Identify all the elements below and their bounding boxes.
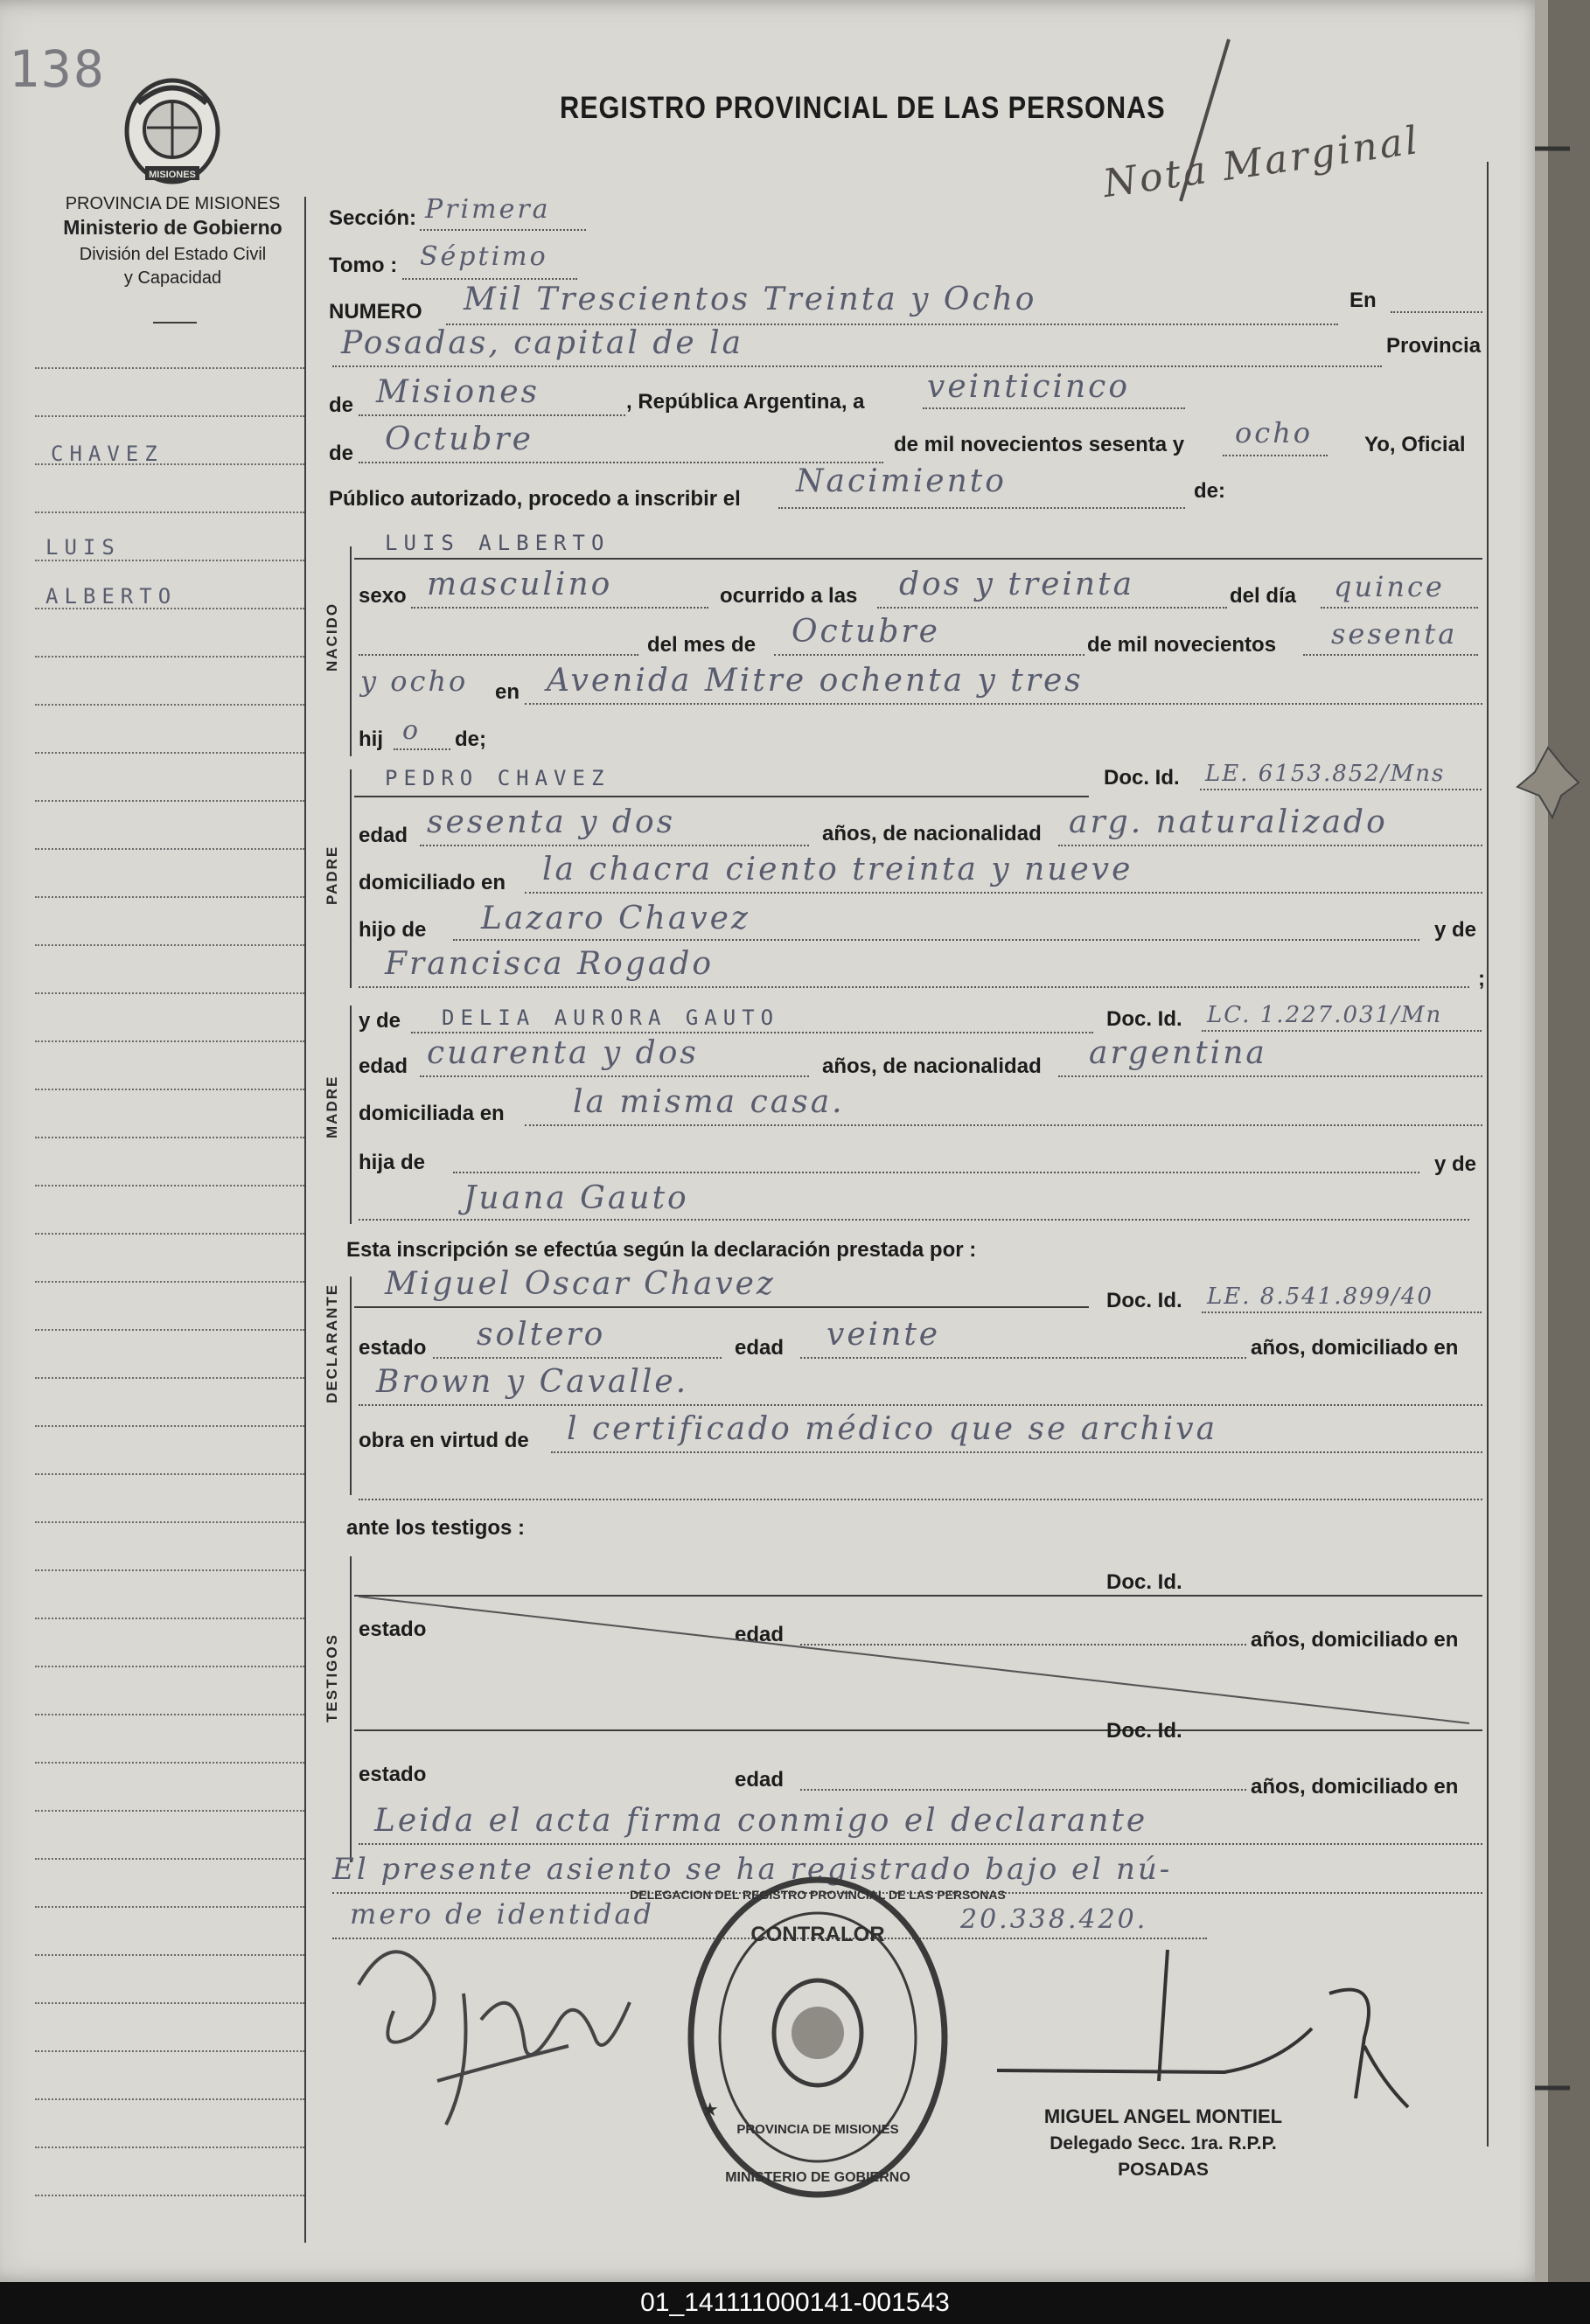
- value-madre-dom: la misma casa.: [573, 1084, 845, 1120]
- declarante-estado-line: [433, 1357, 722, 1359]
- declarante-edad-line: [800, 1357, 1246, 1359]
- label-en-lugar: en: [495, 680, 520, 704]
- main-vertical-rule: [304, 197, 306, 2243]
- value-madre-nac: argentina: [1089, 1035, 1267, 1071]
- label-de-sc: de;: [455, 727, 486, 751]
- dia-nac-line: [1321, 607, 1478, 609]
- label-de-mil: de mil novecientos sesenta y: [894, 433, 1185, 456]
- label-hij: hij: [359, 727, 383, 751]
- label-obra: obra en virtud de: [359, 1429, 529, 1452]
- margin-note-top-right: Nota Marginal: [1100, 117, 1423, 207]
- image-id-footer: 01_141111000141-001543: [0, 2282, 1590, 2324]
- stamp-province-text: PROVINCIA DE MISIONES: [736, 2122, 899, 2137]
- label-padre-edad: edad: [359, 824, 408, 847]
- label-del-dia: del día: [1230, 584, 1297, 608]
- testigos-bracket: [350, 1556, 352, 1862]
- ciudad-line: [332, 365, 1382, 367]
- label-de-mil-nov: de mil novecientos: [1087, 633, 1277, 657]
- label-testigo1-edad: edad: [735, 1623, 785, 1646]
- seal-text: MISIONES: [149, 170, 196, 180]
- padre-dom-line: [525, 892, 1482, 894]
- label-padre: PADRE: [324, 845, 340, 905]
- label-en: En: [1349, 289, 1377, 312]
- provincia-line: [359, 414, 625, 416]
- value-sexo: masculino: [427, 567, 613, 602]
- declarante-line: [354, 1306, 1089, 1308]
- official-title: Delegado Secc. 1ra. R.P.P.: [1050, 2133, 1277, 2154]
- label-padre-doc: Doc. Id.: [1104, 766, 1180, 790]
- binding-edge: [1535, 0, 1548, 2282]
- note-line-1: Leida el acta firma conmigo el declarante: [374, 1803, 1148, 1839]
- binding-clip-top: [1535, 140, 1570, 157]
- tomo-line: [402, 278, 577, 280]
- pre-mes-line: [359, 654, 638, 656]
- value-mes: Octubre: [385, 421, 533, 457]
- label-padre-dom: domiciliado en: [359, 871, 506, 894]
- acto-line: [778, 507, 1185, 509]
- declarante-doc-line: [1202, 1312, 1482, 1313]
- label-hijo-de: hijo de: [359, 918, 427, 942]
- value-hora: dos y treinta: [899, 567, 1135, 602]
- issuer-division: División del Estado Civil: [79, 245, 267, 264]
- margin-name-1: LUIS: [45, 535, 121, 560]
- label-testigo1-anos-dom: años, domiciliado en: [1251, 1628, 1459, 1652]
- issuer-block: [26, 194, 319, 289]
- testigo1-strike: [359, 1597, 1478, 1728]
- seccion-line: [420, 229, 586, 231]
- value-mes-nac: Octubre: [792, 614, 940, 650]
- note-number: 20.338.420.: [960, 1904, 1148, 1935]
- padre-doc-line: [1200, 789, 1482, 790]
- label-nacido: NACIDO: [324, 602, 340, 671]
- label-padre-y-de: y de: [1434, 918, 1477, 942]
- note-line-3: mero de identidad: [350, 1897, 655, 1931]
- label-yo-oficial: Yo, Oficial: [1364, 433, 1466, 456]
- issuer-underline: [153, 322, 197, 324]
- declarante-bracket: [350, 1277, 352, 1495]
- stamp-star: ★: [701, 2099, 719, 2121]
- declarante-dom-line: [359, 1404, 1482, 1406]
- stamp-center-text: CONTRALOR: [750, 1923, 885, 1946]
- testigo2-edad-line: [800, 1789, 1246, 1791]
- margin-surname: CHAVEZ: [51, 442, 164, 466]
- padre-bracket: [350, 769, 352, 988]
- madre-dom-line: [525, 1124, 1482, 1126]
- mes-nac-line: [774, 654, 1084, 656]
- value-hij-suffix: o: [402, 715, 422, 746]
- issuer-province: PROVINCIA DE MISIONES: [65, 194, 281, 213]
- madre-nac-line: [1058, 1075, 1482, 1077]
- page-number: 138: [9, 39, 106, 99]
- label-declarante-edad: edad: [735, 1336, 785, 1360]
- padre-nac-line: [1058, 845, 1482, 846]
- value-declarante-estado: soltero: [477, 1317, 606, 1353]
- value-declarante-edad: veinte: [826, 1317, 941, 1353]
- padre-edad-line: [420, 845, 809, 846]
- abuelo-mat-line: [453, 1172, 1419, 1173]
- ano-line: [1223, 455, 1328, 456]
- label-testigo1-doc: Doc. Id.: [1106, 1570, 1182, 1594]
- abuelo-pat-line: [453, 939, 1419, 941]
- value-seccion: Primera: [425, 194, 551, 225]
- label-testigos-v: [324, 1687, 341, 1722]
- label-de-mes: de: [329, 442, 354, 465]
- label-seccion: Sección:: [329, 206, 417, 230]
- issuer-ministry: Ministerio de Gobierno: [63, 216, 282, 239]
- label-madre-y-de: y de: [359, 1009, 401, 1033]
- abuela-mat-line: [359, 1219, 1469, 1221]
- value-abuela-mat: Juana Gauto: [464, 1180, 689, 1216]
- label-madre-dom: domiciliada en: [359, 1102, 505, 1125]
- value-acto: Nacimiento: [796, 463, 1007, 499]
- document-title: REGISTRO PROVINCIAL DE LAS PERSONAS: [560, 91, 1166, 125]
- hij-line: [394, 748, 450, 750]
- right-vertical-rule: [1487, 162, 1489, 2147]
- padre-nombre-line: [354, 796, 1089, 797]
- value-numero: Mil Trescientos Treinta y Ocho: [464, 282, 1037, 317]
- value-madre-doc: LC. 1.227.031/Mn: [1207, 1002, 1443, 1028]
- obra-line: [551, 1451, 1482, 1453]
- nombre-line: [354, 558, 1482, 560]
- value-nombre: LUIS ALBERTO: [385, 531, 610, 555]
- value-dia: veinticinco: [927, 369, 1131, 405]
- value-dia-nac: quince: [1334, 570, 1445, 603]
- value-declarante: Miguel Oscar Chavez: [385, 1266, 776, 1302]
- en-line: [1391, 311, 1482, 313]
- value-tomo: Séptimo: [420, 241, 548, 272]
- label-declarante-anos-dom: años, domiciliado en: [1251, 1336, 1459, 1360]
- madre-edad-line: [420, 1075, 809, 1077]
- margin-check-mark: [1163, 35, 1233, 210]
- label-de-colon: de:: [1194, 479, 1225, 503]
- value-provincia: Misiones: [376, 374, 540, 410]
- label-declarante-estado: estado: [359, 1336, 427, 1360]
- obra-line-2: [359, 1499, 1482, 1500]
- label-testigo2-edad: edad: [735, 1768, 785, 1792]
- dia-line: [923, 407, 1185, 409]
- value-ano-nac-2: y ocho: [360, 664, 469, 698]
- label-declarante: [324, 1368, 341, 1403]
- official-name: MIGUEL ANGEL MONTIEL: [1043, 2105, 1283, 2127]
- label-tomo: Tomo :: [329, 254, 398, 277]
- label-hija-de: hija de: [359, 1151, 426, 1174]
- label-provincia: Provincia: [1386, 334, 1482, 358]
- label-testigo2-estado: estado: [359, 1763, 427, 1786]
- label-testigo2-doc: Doc. Id.: [1106, 1719, 1182, 1743]
- binding-clip-bottom: [1535, 2079, 1570, 2097]
- hora-line: [877, 607, 1227, 609]
- value-padre-edad: sesenta y dos: [427, 804, 676, 840]
- label-madre-y-de-2: y de: [1434, 1152, 1477, 1176]
- lugar-line: [525, 703, 1482, 705]
- issuer-division-2: y Capacidad: [123, 268, 222, 288]
- label-declarante-doc: Doc. Id.: [1106, 1289, 1182, 1312]
- madre-nombre-line: [411, 1032, 1093, 1033]
- official-city: POSADAS: [1118, 2160, 1209, 2180]
- label-publico: Público autorizado, procedo a inscribir el: [329, 487, 741, 511]
- label-del-mes: del mes de: [647, 633, 757, 657]
- value-padre-doc: LE. 6153.852/Mns: [1205, 761, 1446, 787]
- label-testigo1-estado: estado: [359, 1618, 427, 1641]
- label-ocurrido: ocurrido a las: [720, 584, 858, 608]
- value-ano-nac: sesenta: [1331, 617, 1458, 651]
- binding-clip-middle: [1517, 748, 1579, 818]
- ano-nac-line: [1303, 654, 1478, 656]
- abuela-pat-line: [359, 986, 1469, 988]
- label-testigos: ante los testigos :: [346, 1516, 526, 1540]
- value-lugar: Avenida Mitre ochenta y tres: [547, 663, 1084, 699]
- madre-doc-line: [1202, 1030, 1482, 1032]
- value-padre-dom: la chacra ciento treinta y nueve: [542, 852, 1133, 887]
- label-sexo: sexo: [359, 584, 407, 608]
- value-abuelo-pat: Lazaro Chavez: [481, 901, 750, 936]
- testigo1-dom-line: [354, 1729, 1482, 1731]
- stamp-bottom-text: MINISTERIO DE GOBIERNO: [725, 2170, 910, 2185]
- note-line-1-rule: [359, 1843, 1482, 1845]
- value-padre-nac: arg. naturalizado: [1069, 804, 1388, 840]
- label-madre: MADRE: [324, 1075, 340, 1138]
- value-padre-nombre: PEDRO CHAVEZ: [385, 766, 610, 790]
- stamp-outer-text: DELEGACION DEL REGISTRO PROVINCIAL DE LAS PERSONAS: [630, 1888, 1006, 1902]
- note-line-2: El presente asiento se ha registrado bajo el nú-: [332, 1852, 1173, 1887]
- label-madre-edad: edad: [359, 1054, 408, 1078]
- official-block: [997, 2105, 1329, 2181]
- official-signature: [997, 1941, 1452, 2133]
- official-round-stamp: [630, 1871, 1006, 2203]
- label-semicolon: ;: [1478, 967, 1485, 991]
- coat-of-arms-seal: [121, 77, 224, 191]
- value-obra: l certificado médico que se archiva: [567, 1411, 1218, 1447]
- madre-bracket: [350, 1005, 352, 1224]
- label-republica: , República Argentina, a: [626, 390, 865, 414]
- label-madre-doc: Doc. Id.: [1106, 1007, 1182, 1031]
- value-declarante-dom: Brown y Cavalle.: [376, 1364, 689, 1400]
- margin-name-2: ALBERTO: [45, 584, 178, 609]
- label-de-prov: de: [329, 393, 354, 417]
- label-madre-anos-nac: años, de nacionalidad: [822, 1054, 1042, 1078]
- nacido-bracket: [350, 546, 352, 756]
- value-madre-nombre: DELIA AURORA GAUTO: [442, 1005, 780, 1030]
- value-abuela-pat: Francisca Rogado: [385, 946, 715, 982]
- declarant-signature: [341, 1924, 673, 2133]
- label-testigo2-anos-dom: años, domiciliado en: [1251, 1775, 1459, 1799]
- value-ciudad: Posadas, capital de la: [341, 325, 744, 361]
- value-madre-edad: cuarenta y dos: [427, 1035, 699, 1071]
- label-padre-anos-nac: años, de nacionalidad: [822, 822, 1042, 845]
- label-numero: NUMERO: [329, 300, 422, 324]
- value-declarante-doc: LE. 8.541.899/40: [1207, 1284, 1433, 1310]
- value-ano: ocho: [1235, 416, 1314, 449]
- label-declaracion: Esta inscripción se efectúa según la declaración prestada por :: [346, 1238, 977, 1262]
- sexo-line: [411, 607, 708, 609]
